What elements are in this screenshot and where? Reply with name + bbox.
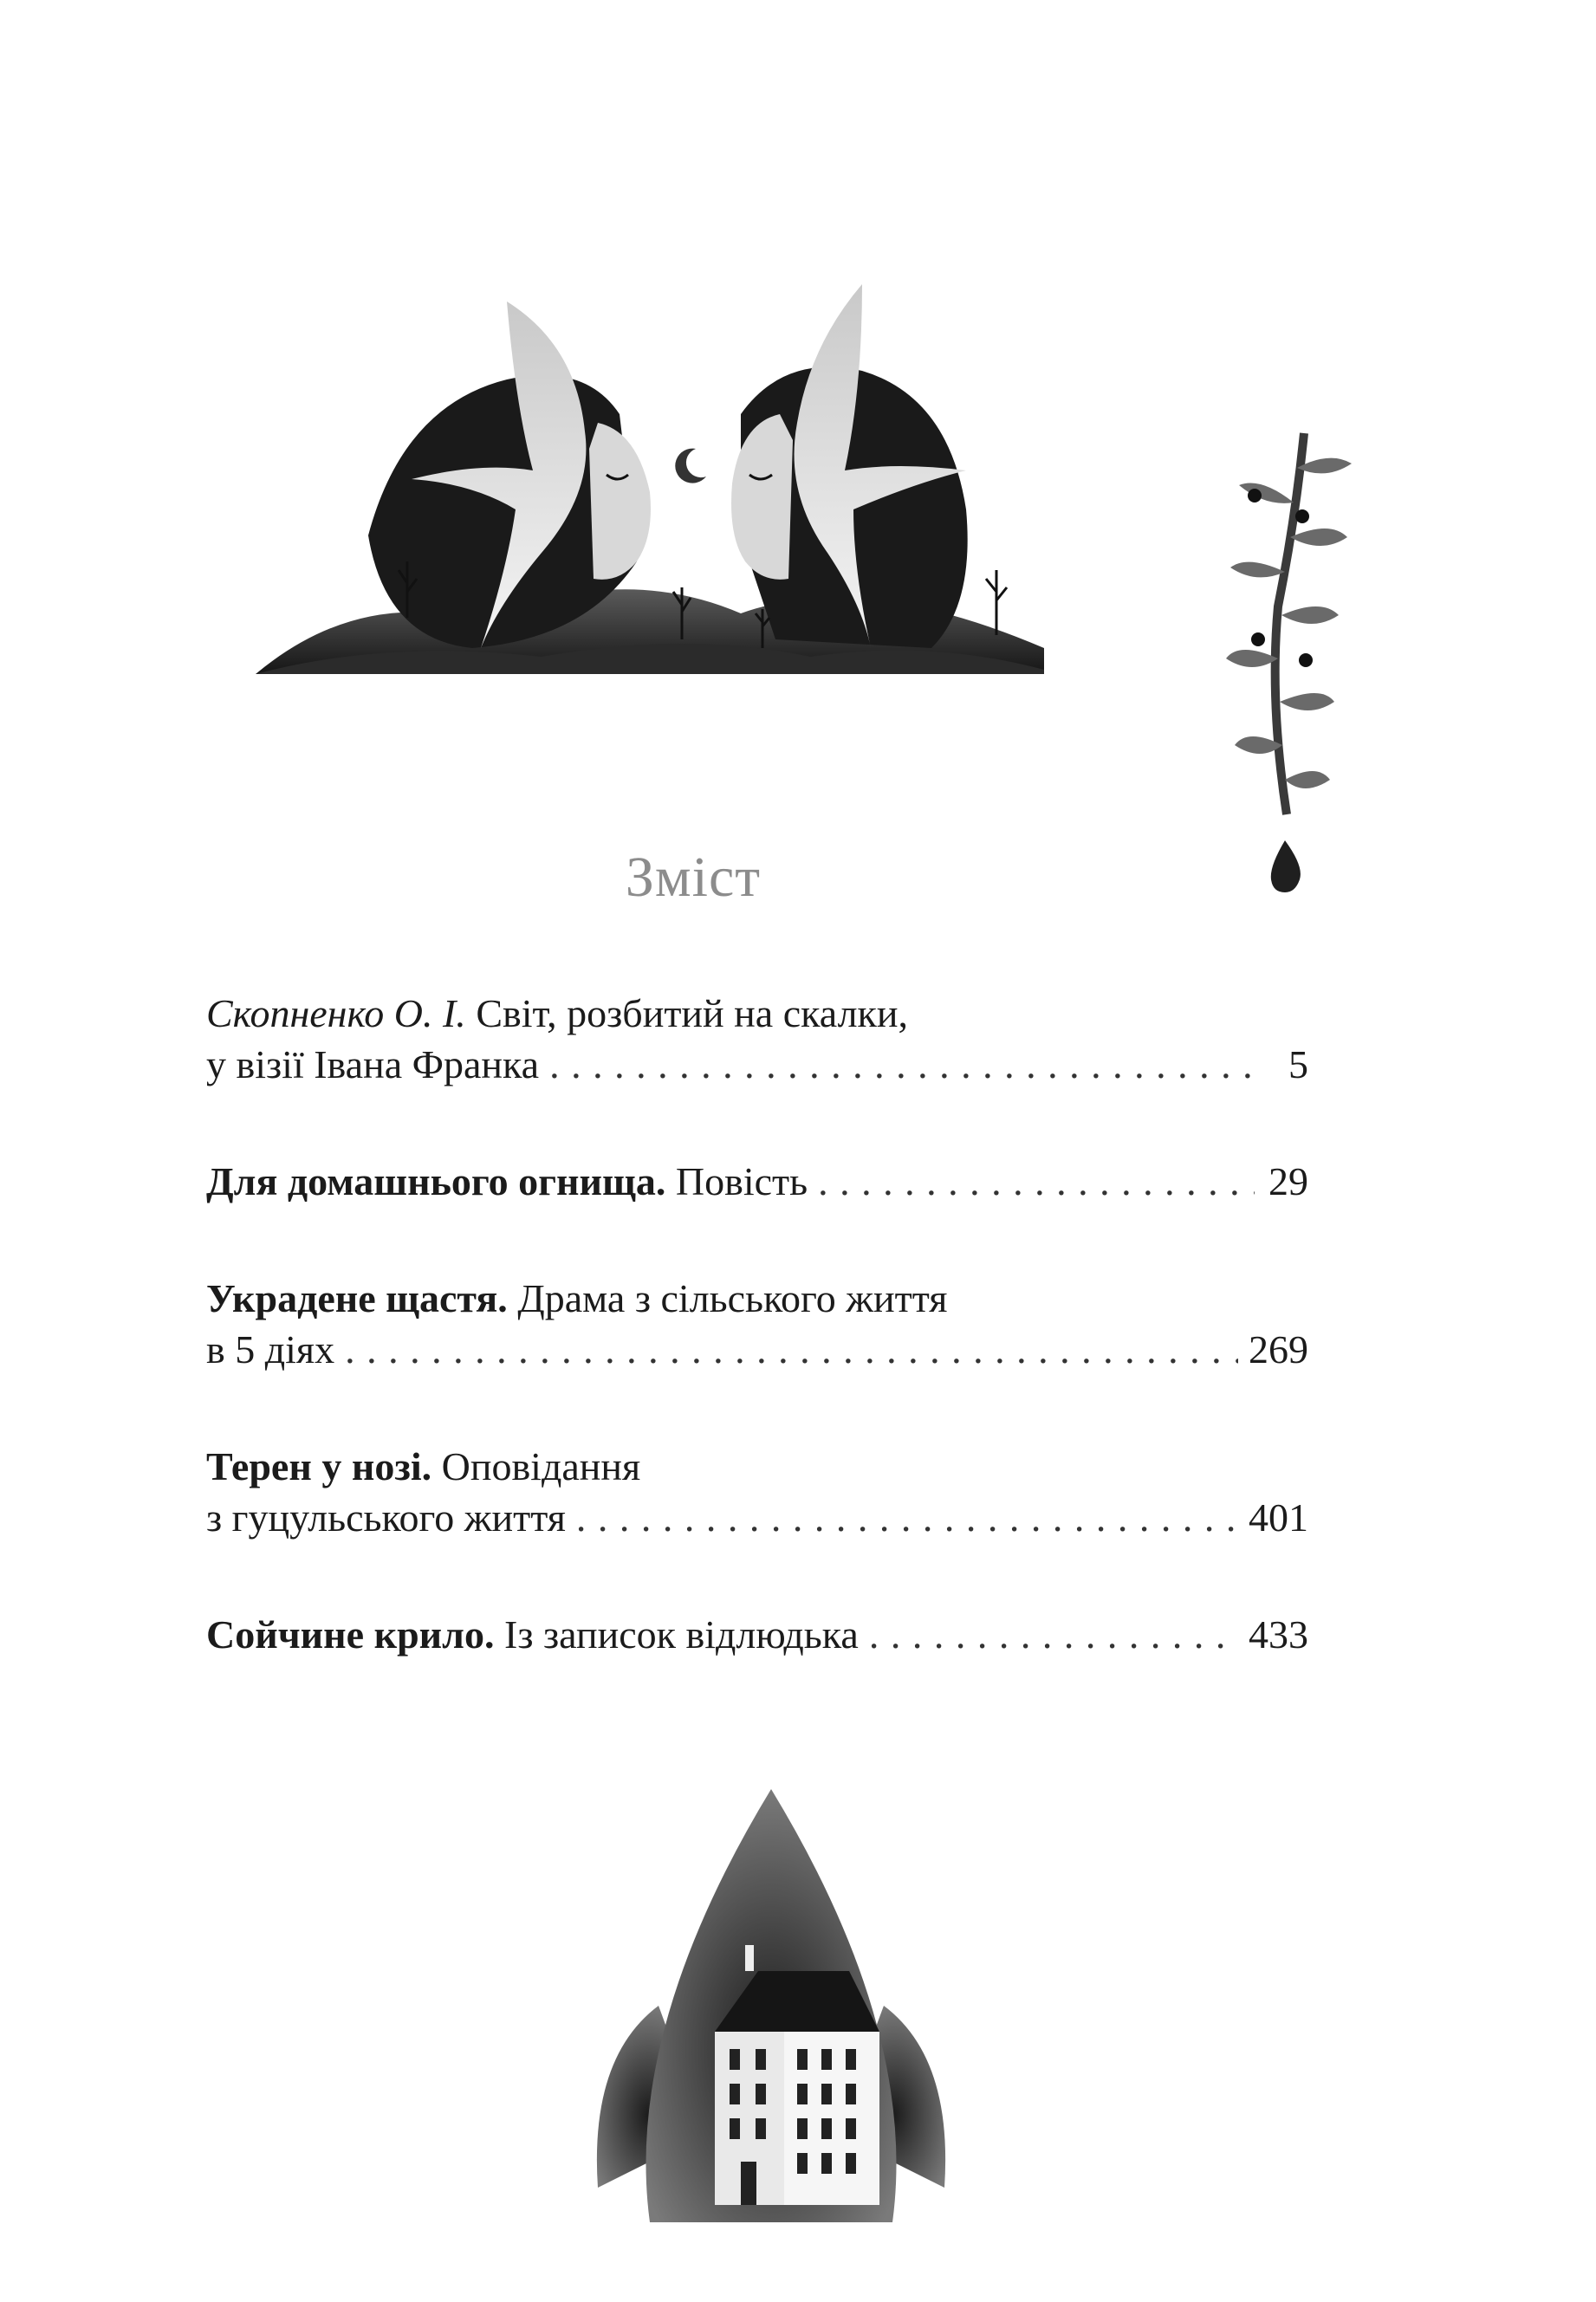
entry-page-number: 29 <box>1268 1159 1308 1203</box>
leader-dots <box>869 1609 1238 1660</box>
entry-page-number: 433 <box>1249 1612 1308 1657</box>
entry-title: Сойчине крило. <box>206 1612 495 1657</box>
entry-subtitle: Оповідання <box>441 1444 641 1488</box>
entry-page-number: 401 <box>1249 1495 1308 1540</box>
toc-entry[interactable] <box>206 1441 1308 1543</box>
doves-lovers-illustration <box>256 276 1053 691</box>
entry-page-number: 269 <box>1249 1327 1308 1371</box>
olive-branch-icon <box>1200 416 1373 910</box>
entry-subtitle-continued: з гуцульського життя <box>206 1495 566 1540</box>
toc-entry[interactable] <box>206 1273 1308 1375</box>
leader-dots <box>345 1324 1238 1375</box>
entry-title: Украдене щастя. <box>206 1276 508 1320</box>
page-title: Зміст <box>625 846 762 909</box>
entry-page-number: 5 <box>1288 1042 1308 1086</box>
table-of-contents <box>206 988 1308 1726</box>
toc-entry[interactable] <box>206 1156 1308 1207</box>
entry-title: Для домашнього огнища. <box>206 1159 666 1203</box>
leader-dots <box>549 1039 1255 1090</box>
entry-title-continued: у візії Івана Франка <box>206 1042 540 1086</box>
entry-subtitle: Повість <box>675 1159 808 1203</box>
entry-subtitle: Із записок відлюдька <box>504 1612 859 1657</box>
leader-dots <box>576 1492 1238 1543</box>
entry-title: Світ, розбитий на скалки, <box>476 991 909 1035</box>
entry-subtitle-continued: в 5 діях <box>206 1327 335 1371</box>
entry-subtitle: Драма з сільського життя <box>517 1276 948 1320</box>
toc-entry[interactable] <box>206 988 1308 1090</box>
entry-author: Скопненко О. І. <box>206 991 466 1035</box>
leader-dots <box>818 1156 1255 1207</box>
burning-house-illustration <box>589 1772 953 2257</box>
toc-entry[interactable] <box>206 1609 1308 1660</box>
entry-title: Терен у нозі. <box>206 1444 432 1488</box>
